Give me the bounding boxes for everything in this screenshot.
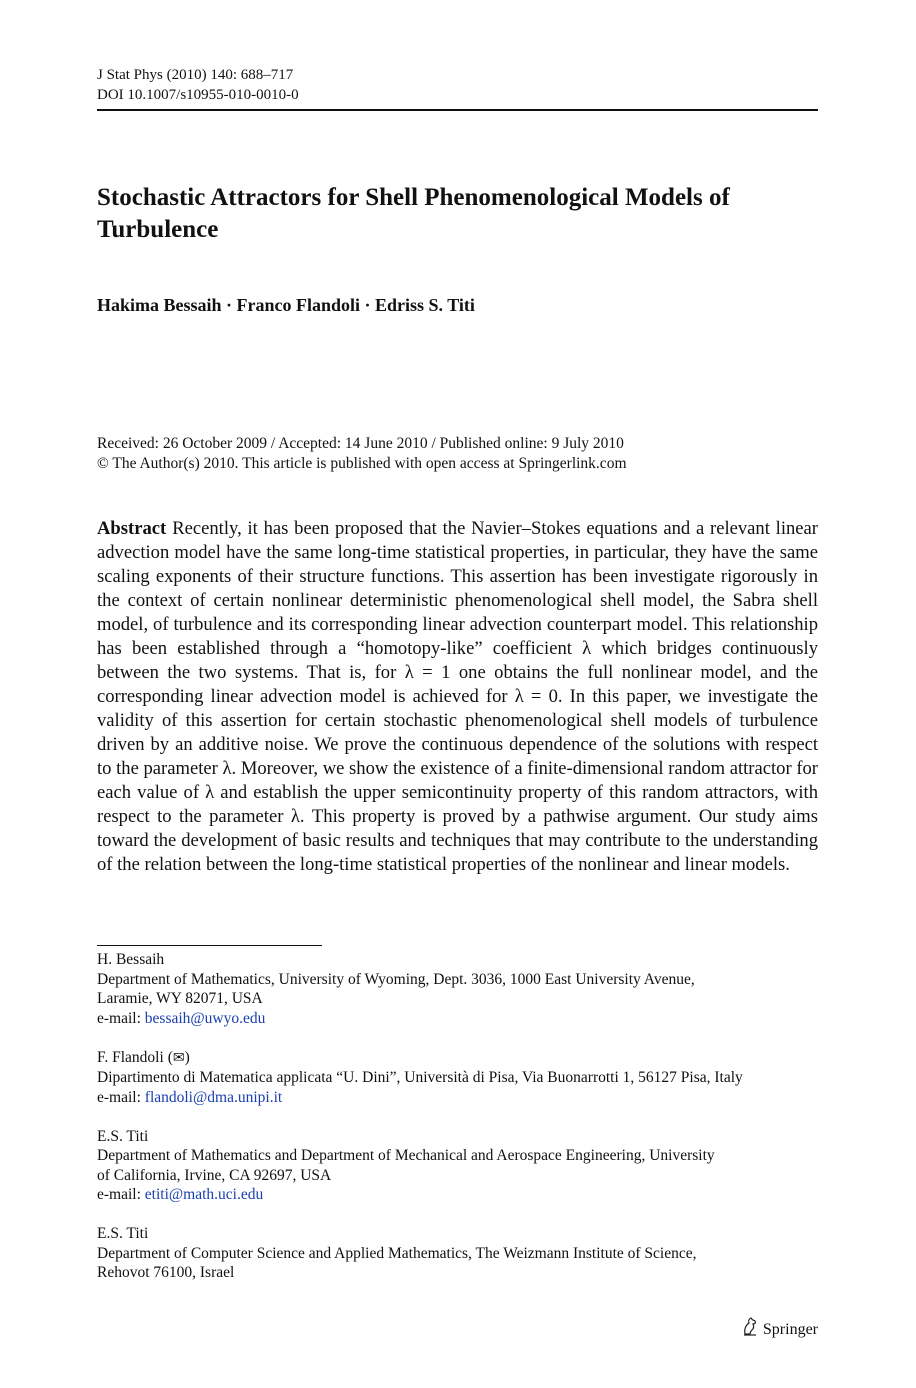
affiliation-email-line — [97, 1009, 818, 1029]
affiliation-name: H. Bessaih — [97, 951, 165, 968]
affiliation-address: Department of Mathematics, University of Wyoming, Dept. 3036, 1000 East University Avenue, — [97, 970, 695, 988]
affiliation-titi-uci — [97, 1127, 818, 1205]
email-label: e-mail: — [97, 1186, 141, 1203]
footnote-rule — [97, 945, 322, 946]
email-link[interactable]: flandoli@dma.unipi.it — [144, 1088, 283, 1106]
journal-header — [97, 66, 818, 105]
affiliation-name: E.S. Titi — [97, 1225, 149, 1242]
affiliation-flandoli — [97, 1048, 818, 1108]
affiliation-address: of California, Irvine, CA 92697, USA — [97, 1166, 332, 1184]
copyright-notice: © The Author(s) 2010. This article is published with open access at Springerlink.com — [97, 454, 627, 472]
affiliation-titi-weizmann — [97, 1224, 818, 1283]
affiliation-address: Department of Mathematics and Department of Mechanical and Aerospace Engineering, University — [97, 1147, 715, 1164]
affiliation-email-line — [97, 1185, 818, 1205]
publisher-logo — [741, 1316, 818, 1343]
affiliation-name: E.S. Titi — [97, 1127, 149, 1145]
journal-doi: DOI 10.1007/s10955-010-0010-0 — [97, 86, 299, 103]
email-label: e-mail: — [97, 1009, 141, 1027]
affiliation-address: Department of Computer Science and Applied Mathematics, The Weizmann Institute of Science, — [97, 1244, 697, 1262]
affiliation-name-line: F. Flandoli (✉) — [97, 1048, 818, 1069]
envelope-icon: ✉ — [172, 1050, 185, 1066]
abstract — [97, 517, 818, 877]
affiliation-email-line — [97, 1088, 818, 1108]
header-rule — [97, 109, 818, 111]
springer-horse-icon — [741, 1316, 759, 1343]
affiliations — [97, 950, 818, 1302]
author-list: Hakima Bessaih · Franco Flandoli · Edriss S. Titi — [97, 295, 475, 315]
received-accepted-dates: Received: 26 October 2009 / Accepted: 14 June 2010 / Published online: 9 July 2010 — [97, 435, 624, 452]
email-link[interactable]: bessaih@uwyo.edu — [144, 1009, 266, 1027]
email-link[interactable]: etiti@math.uci.edu — [144, 1186, 264, 1203]
affiliation-address: Rehovot 76100, Israel — [97, 1264, 235, 1281]
abstract-text: Recently, it has been proposed that the Navier–Stokes equations and a relevant linear advection model have the same long-time statistical properties, in particular, they have the same scaling exponents of their structure functions. This assertion has been investigate rigorously in the context of certain nonlinear deterministic phenomenological shell model, the Sabra shell model, of turbulence and its corresponding linear advection counterpart model. This relationship has been established through a “homotopy-like” coefficient λ which bridges continuously between the two systems. That is, for λ = 1 one obtains the full nonlinear model, and the corresponding linear advection model is achieved for λ = 0. In this paper, we investigate the validity of this assertion for certain stochastic phenomenological shell models of turbulence driven by an additive noise. We prove the continuous dependence of the solutions with respect to the parameter λ. Moreover, we show the existence of a finite-dimensional random attractor for each value of λ and establish the upper semicontinuity property of this random attractors, with respect to the parameter λ. This property is proved by a pathwise argument. Our study aims toward the development of basic results and techniques that may contribute to the understanding of the relation between the long-time statistical properties of the nonlinear and linear models. — [97, 518, 818, 875]
abstract-label: Abstract — [97, 518, 167, 539]
affiliation-address: Laramie, WY 82071, USA — [97, 990, 263, 1007]
publication-dates — [97, 434, 818, 473]
journal-citation: J Stat Phys (2010) 140: 688–717 — [97, 67, 294, 83]
affiliation-name: F. Flandoli — [97, 1048, 164, 1066]
affiliation-bessaih — [97, 950, 818, 1028]
paper-title: Stochastic Attractors for Shell Phenomenological Models of Turbulence — [97, 184, 730, 243]
publisher-name: Springer — [762, 1320, 818, 1338]
email-label: e-mail: — [97, 1088, 141, 1106]
affiliation-address: Dipartimento di Matematica applicata “U. Dini”, Università di Pisa, Via Buonarrotti 1, 56127 Pisa, Italy — [97, 1069, 743, 1086]
